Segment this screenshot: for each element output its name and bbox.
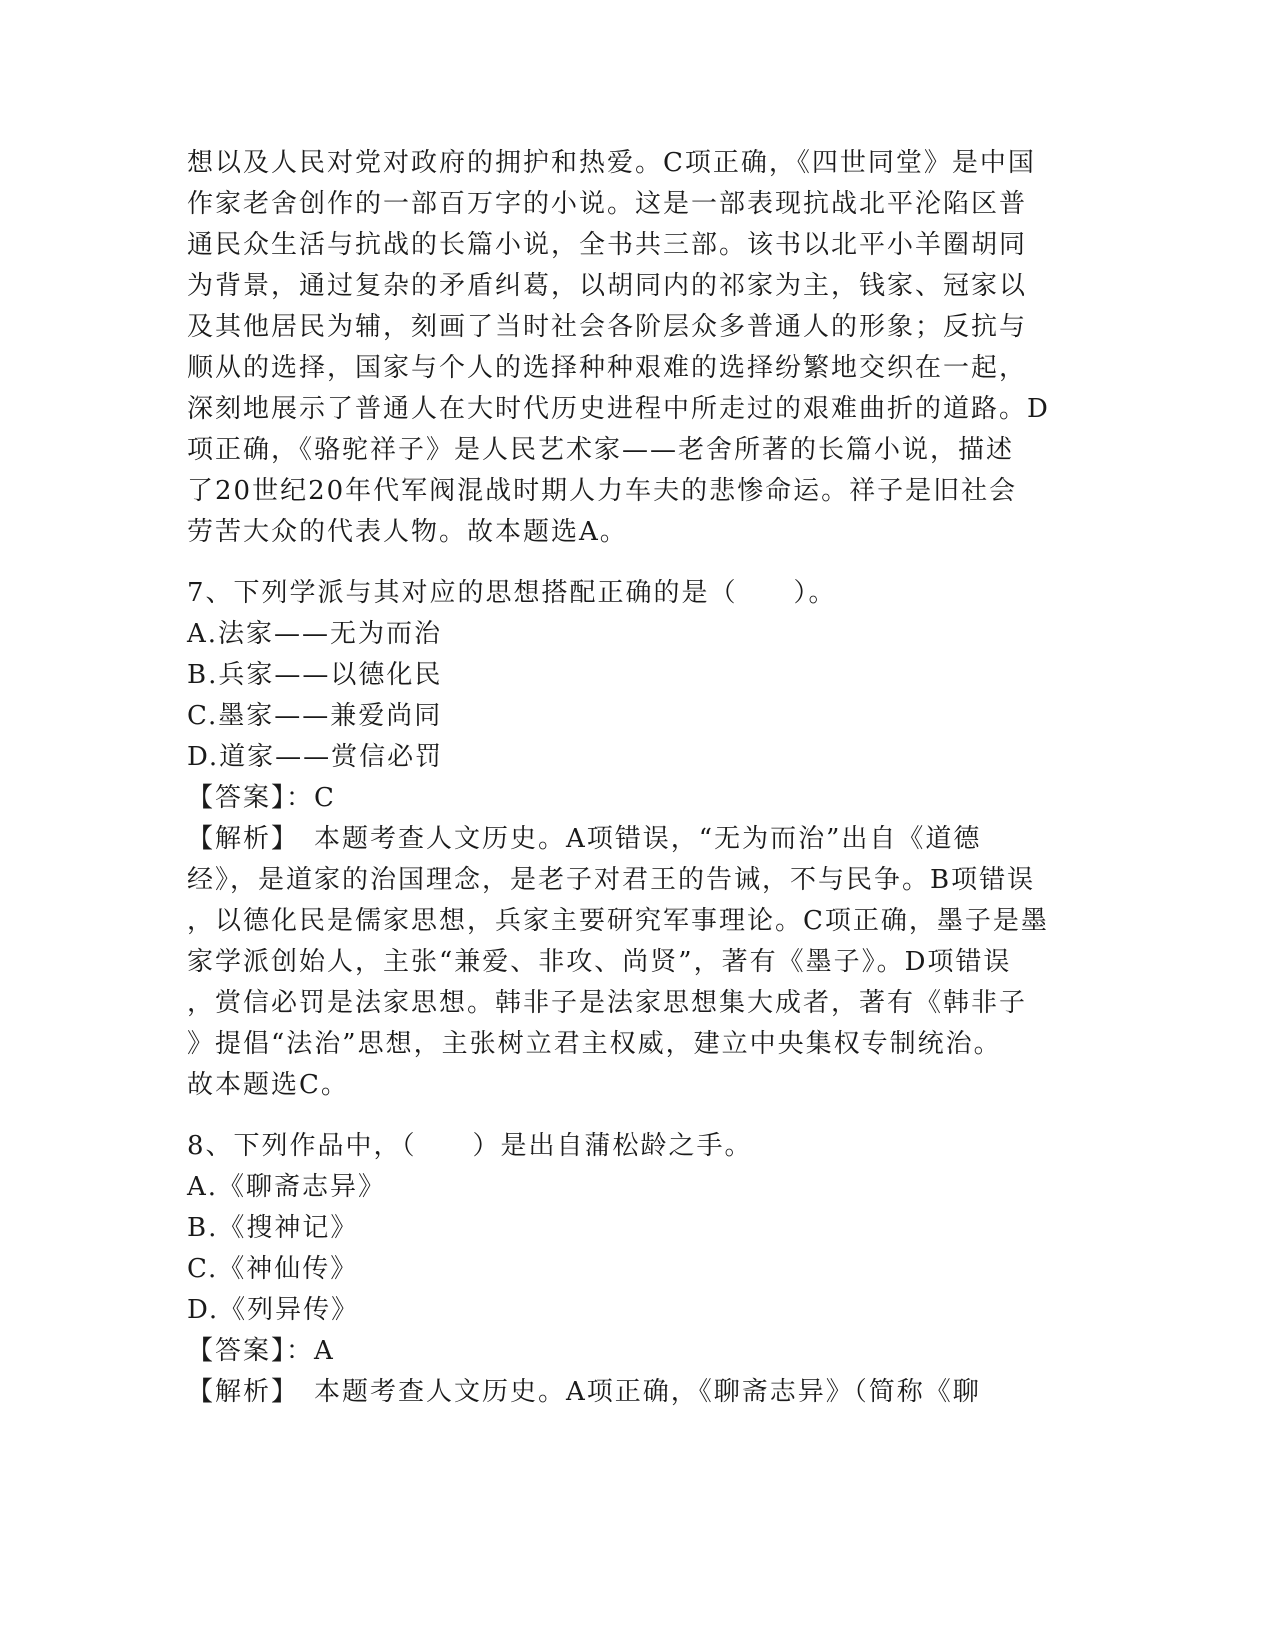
answer: 【答案】：A [187, 1336, 335, 1366]
analysis-line: 故本题选C。 [187, 1070, 349, 1100]
answer: 【答案】：C [187, 783, 336, 813]
text-line: 想以及人民对党对政府的拥护和热爱。C项正确，《四世同堂》是中国 [187, 148, 1036, 178]
text-line: 为背景，通过复杂的矛盾纠葛，以胡同内的祁家为主，钱家、冠家以 [187, 271, 1028, 301]
option-b: B.《搜神记》 [187, 1213, 359, 1243]
text-line: 了20世纪20年代军阀混战时期人力车夫的悲惨命运。祥子是旧社会 [187, 476, 1018, 506]
analysis-line: 【解析】 本题考查人文历史。A项正确，《聊斋志异》（简称《聊 [187, 1377, 981, 1407]
text-line: 通民众生活与抗战的长篇小说，全书共三部。该书以北平小羊圈胡同 [187, 230, 1028, 260]
question-text: 8、下列作品中，（ ）是出自蒲松龄之手。 [187, 1131, 753, 1161]
option-b: B.兵家——以德化民 [187, 660, 443, 690]
analysis-line: 家学派创始人，主张“兼爱、非攻、尚贤”，著有《墨子》。D项错误 [187, 947, 1012, 977]
text-line: 深刻地展示了普通人在大时代历史进程中所走过的艰难曲折的道路。D [187, 394, 1050, 424]
analysis-line: 【解析】 本题考查人文历史。A项错误，“无为而治”出自《道德 [187, 824, 982, 854]
text-line: 劳苦大众的代表人物。故本题选A。 [187, 517, 628, 547]
option-d: D.《列异传》 [187, 1295, 360, 1325]
option-c: C.《神仙传》 [187, 1254, 359, 1284]
option-c: C.墨家——兼爱尚同 [187, 701, 443, 731]
analysis-line: 经》，是道家的治国理念，是老子对君王的告诫，不与民争。B项错误 [187, 865, 1036, 895]
text-line: 作家老舍创作的一部百万字的小说。这是一部表现抗战北平沦陷区普 [187, 189, 1028, 219]
text-line: 项正确，《骆驼祥子》是人民艺术家——老舍所著的长篇小说，描述 [187, 435, 1015, 465]
analysis-line: 》提倡“法治”思想，主张树立君主权威，建立中央集权专制统治。 [187, 1029, 1002, 1059]
option-d: D.道家——赏信必罚 [187, 742, 444, 772]
analysis-line: ，以德化民是儒家思想，兵家主要研究军事理论。C项正确，墨子是墨 [187, 906, 1049, 936]
question-text: 7、下列学派与其对应的思想搭配正确的是（ ）。 [187, 578, 837, 608]
text-line: 顺从的选择，国家与个人的选择种种艰难的选择纷繁地交织在一起， [187, 353, 1028, 383]
analysis-line: ，赏信必罚是法家思想。韩非子是法家思想集大成者，著有《韩非子 [187, 988, 1028, 1018]
option-a: A.《聊斋志异》 [187, 1172, 387, 1202]
option-a: A.法家——无为而治 [187, 619, 443, 649]
text-line: 及其他居民为辅，刻画了当时社会各阶层众多普通人的形象；反抗与 [187, 312, 1028, 342]
